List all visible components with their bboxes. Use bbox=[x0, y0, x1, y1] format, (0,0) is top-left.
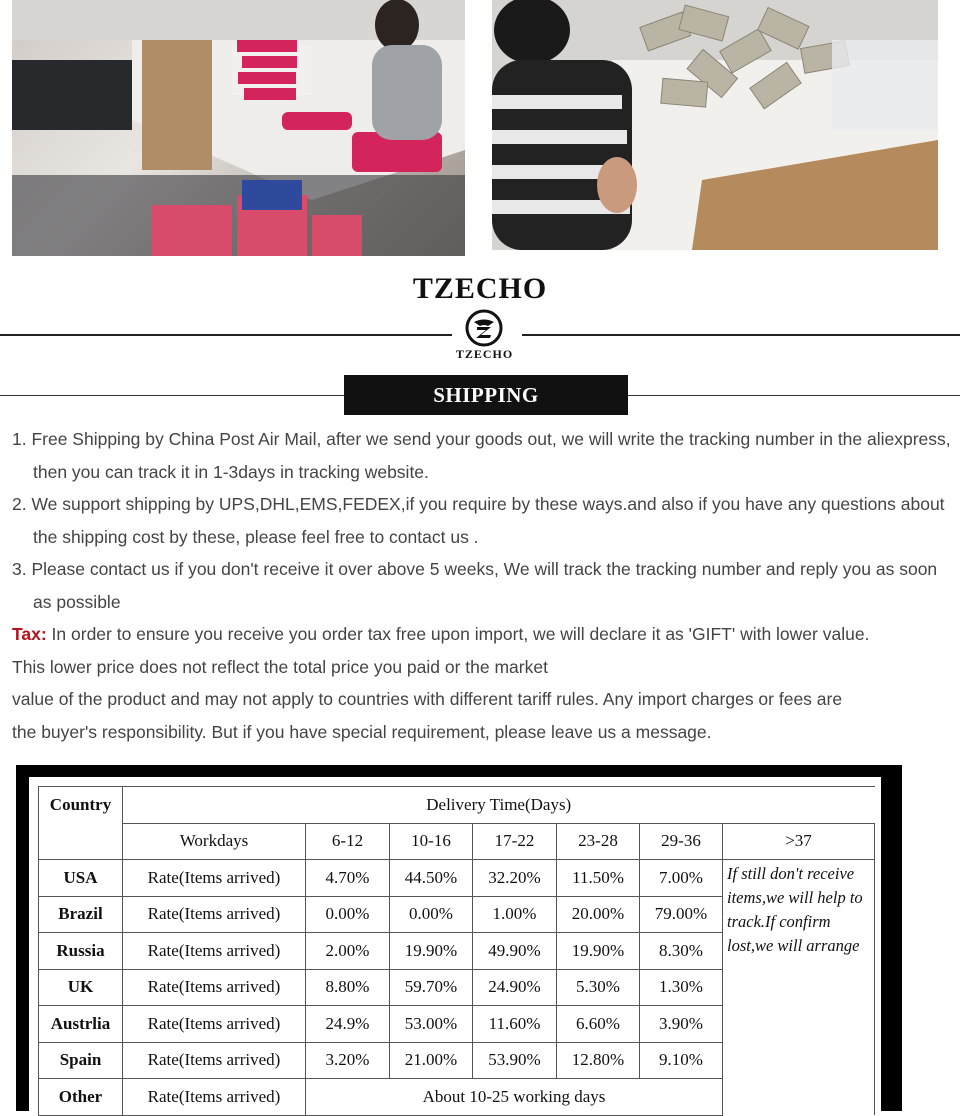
divider-left bbox=[0, 334, 452, 336]
factory-sewing-photo bbox=[12, 0, 465, 256]
shipping-item: 3. Please contact us if you don't receive it over above 5 weeks, We will track the tracking number and reply you as soon as possible bbox=[12, 559, 938, 612]
country-cell: Other bbox=[39, 1079, 123, 1116]
rate-cell: 1.00% bbox=[473, 896, 557, 933]
range-header: 10-16 bbox=[390, 823, 473, 860]
rate-cell: 9.10% bbox=[640, 1042, 723, 1079]
rate-cell: 79.00% bbox=[640, 896, 723, 933]
rate-cell: 44.50% bbox=[390, 860, 473, 897]
label-cell: Rate(Items arrived) bbox=[123, 896, 306, 933]
rate-cell: 59.70% bbox=[390, 969, 473, 1006]
rate-cell: 11.50% bbox=[557, 860, 640, 897]
rate-cell: 19.90% bbox=[390, 933, 473, 970]
delivery-header: Delivery Time(Days) bbox=[123, 787, 875, 824]
rate-cell: 11.60% bbox=[473, 1006, 557, 1043]
tax-text: In order to ensure you receive you order tax free upon import, we will declare it as 'GIFT' with lower value. bbox=[46, 624, 870, 644]
rate-cell: 0.00% bbox=[390, 896, 473, 933]
shipping-info bbox=[12, 423, 952, 748]
country-cell: USA bbox=[39, 860, 123, 897]
rate-cell: 49.90% bbox=[473, 933, 557, 970]
rate-cell: 0.00% bbox=[306, 896, 390, 933]
factory-wallets-photo bbox=[492, 0, 938, 250]
range-header: 17-22 bbox=[473, 823, 557, 860]
delivery-table bbox=[38, 786, 875, 1116]
brand-logo-icon bbox=[464, 308, 504, 348]
rate-cell: 8.80% bbox=[306, 969, 390, 1006]
country-cell: UK bbox=[39, 969, 123, 1006]
rate-cell: 8.30% bbox=[640, 933, 723, 970]
label-cell: Rate(Items arrived) bbox=[123, 860, 306, 897]
rate-cell: 3.20% bbox=[306, 1042, 390, 1079]
country-cell: Russia bbox=[39, 933, 123, 970]
country-cell: Spain bbox=[39, 1042, 123, 1079]
rate-cell: 20.00% bbox=[557, 896, 640, 933]
rate-cell: 4.70% bbox=[306, 860, 390, 897]
rate-cell: 6.60% bbox=[557, 1006, 640, 1043]
rate-cell: 24.90% bbox=[473, 969, 557, 1006]
label-cell: Rate(Items arrived) bbox=[123, 1006, 306, 1043]
table-row bbox=[39, 860, 875, 897]
label-cell: Rate(Items arrived) bbox=[123, 933, 306, 970]
country-cell: Austrlia bbox=[39, 1006, 123, 1043]
shipping-item: 1. Free Shipping by China Post Air Mail, after we send your goods out, we will write the tracking number in the aliexpress, then you can track it in 1-3days in tracking website. bbox=[12, 429, 951, 482]
rate-cell: 7.00% bbox=[640, 860, 723, 897]
country-header: Country bbox=[39, 787, 123, 860]
brand-title: TZECHO bbox=[412, 272, 548, 305]
tax-line: value of the product and may not apply to countries with different tariff rules. Any import charges or fees are bbox=[12, 689, 843, 709]
rate-cell: 19.90% bbox=[557, 933, 640, 970]
shipping-title: SHIPPING bbox=[344, 375, 628, 415]
range-header: 29-36 bbox=[640, 823, 723, 860]
label-cell: Rate(Items arrived) bbox=[123, 1079, 306, 1116]
rate-cell: 21.00% bbox=[390, 1042, 473, 1079]
table-subheader-row bbox=[39, 823, 875, 860]
tax-line: This lower price does not reflect the total price you paid or the market bbox=[12, 656, 548, 677]
tax-label: Tax: bbox=[12, 624, 47, 644]
rate-cell: 2.00% bbox=[306, 933, 390, 970]
brand-logo-text: TZECHO bbox=[455, 347, 514, 361]
other-value-cell: About 10-25 working days bbox=[306, 1079, 723, 1116]
workdays-header: Workdays bbox=[123, 823, 306, 860]
shipping-divider-right bbox=[628, 395, 960, 396]
range-header: >37 bbox=[723, 823, 875, 860]
rate-cell: 53.90% bbox=[473, 1042, 557, 1079]
range-header: 23-28 bbox=[557, 823, 640, 860]
rate-cell: 53.00% bbox=[390, 1006, 473, 1043]
rate-cell: 12.80% bbox=[557, 1042, 640, 1079]
rate-cell: 1.30% bbox=[640, 969, 723, 1006]
shipping-item: 2. We support shipping by UPS,DHL,EMS,FEDEX,if you require by these ways.and also if you have any questions about the shipping cost by these, please feel free to contact us . bbox=[12, 494, 945, 547]
shipping-divider-left bbox=[0, 395, 344, 396]
rate-cell: 32.20% bbox=[473, 860, 557, 897]
label-cell: Rate(Items arrived) bbox=[123, 969, 306, 1006]
label-cell: Rate(Items arrived) bbox=[123, 1042, 306, 1079]
tax-notice bbox=[12, 618, 952, 651]
rate-cell: 3.90% bbox=[640, 1006, 723, 1043]
tax-line: the buyer's responsibility. But if you have special requirement, please leave us a message. bbox=[12, 721, 712, 742]
table-header-row bbox=[39, 787, 875, 824]
country-cell: Brazil bbox=[39, 896, 123, 933]
note-cell: If still don't receive items,we will help to track.If confirm lost,we will arrange bbox=[723, 860, 875, 1116]
range-header: 6-12 bbox=[306, 823, 390, 860]
divider-right bbox=[522, 334, 960, 336]
rate-cell: 5.30% bbox=[557, 969, 640, 1006]
rate-cell: 24.9% bbox=[306, 1006, 390, 1043]
